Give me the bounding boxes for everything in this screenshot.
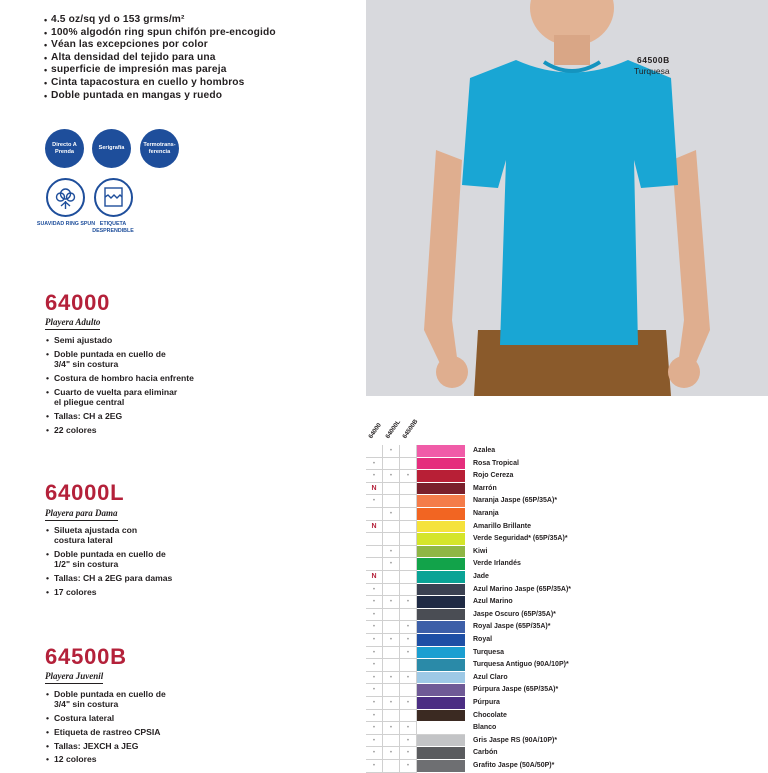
bullet: • Costura de hombro hacia enfrente — [46, 373, 246, 383]
availability-cell: • — [366, 747, 383, 760]
direct-to-garment-badge: Directo A Prenda — [45, 129, 84, 168]
color-name: Marrón — [473, 484, 497, 492]
availability-cell — [383, 584, 400, 597]
chart-column-header: 64000L — [384, 418, 403, 440]
model-style-code: 64500B — [637, 55, 670, 65]
bullet: • Costura lateral — [46, 713, 246, 723]
availability-cell: • — [366, 659, 383, 672]
model-photo — [366, 0, 768, 396]
color-name: Naranja — [473, 510, 499, 517]
availability-cell: • — [366, 584, 383, 597]
color-row — [366, 710, 768, 723]
model-color-name: Turquesa — [634, 66, 670, 76]
availability-cell — [383, 621, 400, 634]
bullet: • Silueta ajustada con costura lateral — [46, 525, 154, 546]
screen-print-badge: Serigrafía — [92, 129, 131, 168]
product-code: 64500B — [45, 644, 127, 669]
color-row — [366, 495, 768, 508]
color-swatch — [417, 647, 465, 660]
color-swatch — [417, 533, 465, 546]
availability-cell: • — [366, 684, 383, 697]
color-name: Azul Marino Jaspe (65P/35A)* — [473, 585, 572, 593]
availability-cell: • — [366, 647, 383, 660]
color-row — [366, 546, 768, 559]
color-row — [366, 470, 768, 483]
color-swatch — [417, 634, 465, 647]
color-swatch — [417, 508, 465, 521]
bullet: • 12 colores — [46, 754, 246, 764]
availability-cell — [400, 533, 417, 546]
availability-cell — [383, 609, 400, 622]
availability-cell: • — [383, 747, 400, 760]
bullet: • Etiqueta de rastreo CPSIA — [46, 727, 246, 737]
bullet: • Doble puntada en cuello de 3/4" sin costura — [46, 689, 169, 710]
availability-cell: • — [400, 647, 417, 660]
availability-cell: • — [366, 596, 383, 609]
availability-cell — [383, 647, 400, 660]
color-row — [366, 697, 768, 710]
availability-cell: • — [400, 621, 417, 634]
color-row — [366, 458, 768, 471]
color-row — [366, 558, 768, 571]
availability-cell — [383, 684, 400, 697]
availability-cell — [400, 584, 417, 597]
product-code: 64000L — [45, 480, 125, 505]
availability-cell: • — [383, 697, 400, 710]
availability-cell: • — [383, 722, 400, 735]
color-swatch — [417, 521, 465, 534]
availability-cell: • — [366, 697, 383, 710]
availability-cell — [383, 735, 400, 748]
availability-cell: • — [366, 760, 383, 773]
availability-cell: • — [383, 634, 400, 647]
color-name: Royal — [473, 636, 493, 643]
feature-item: • Cinta tapacostura en cuello y hombros — [44, 77, 344, 90]
availability-cell: • — [366, 634, 383, 647]
color-swatch — [417, 546, 465, 559]
chart-column-header: 64500B — [401, 418, 420, 440]
availability-cell: • — [366, 621, 383, 634]
color-name: Naranja Jaspe (65P/35A)* — [473, 497, 558, 505]
availability-cell — [366, 508, 383, 521]
color-swatch — [417, 672, 465, 685]
color-row — [366, 483, 768, 496]
availability-cell: • — [400, 722, 417, 735]
color-swatch — [417, 558, 465, 571]
availability-cell: • — [366, 470, 383, 483]
color-row — [366, 634, 768, 647]
availability-cell: • — [383, 558, 400, 571]
color-swatch — [417, 445, 465, 458]
availability-cell: • — [400, 672, 417, 685]
boy-in-tshirt-illustration — [366, 0, 768, 396]
bullet: • Doble puntada en cuello de 1/2" sin costura — [46, 549, 169, 570]
color-row — [366, 722, 768, 735]
color-row — [366, 584, 768, 597]
tear-away-label-caption: ETIQUETA DESPRENDIBLE — [92, 221, 134, 234]
color-swatch — [417, 659, 465, 672]
color-row — [366, 672, 768, 685]
color-row — [366, 533, 768, 546]
bullet: • Semi ajustado — [46, 335, 246, 345]
color-row — [366, 445, 768, 458]
color-name: Amarillo Brillante — [473, 522, 531, 530]
color-swatch — [417, 596, 465, 609]
product-name: Playera para Dama — [45, 508, 118, 521]
heat-transfer-badge: Termotrans-ferencia — [140, 129, 179, 168]
color-name: Azul Claro — [473, 673, 508, 681]
color-swatch — [417, 470, 465, 483]
color-name: Turquesa — [473, 648, 504, 656]
bullet: • Tallas: CH a 2EG — [46, 411, 246, 421]
availability-cell: • — [400, 760, 417, 773]
availability-cell: • — [366, 609, 383, 622]
color-name: Rojo Cereza — [473, 472, 514, 480]
availability-cell — [400, 508, 417, 521]
color-swatch — [417, 571, 465, 584]
product-bullets — [46, 689, 246, 768]
color-name: Jade — [473, 573, 489, 580]
bullet: • Cuarto de vuelta para eliminar el pliegue central — [46, 387, 184, 408]
feature-item-continued: • superficie de impresión mas pareja — [44, 64, 344, 77]
availability-cell: • — [400, 735, 417, 748]
product-bullets — [46, 335, 246, 438]
availability-cell — [366, 533, 383, 546]
availability-cell: • — [383, 596, 400, 609]
color-swatch — [417, 609, 465, 622]
availability-cell — [366, 558, 383, 571]
color-row — [366, 621, 768, 634]
color-row — [366, 659, 768, 672]
color-swatch — [417, 483, 465, 496]
availability-cell: • — [400, 470, 417, 483]
availability-cell — [400, 710, 417, 723]
color-name: Azul Marino — [473, 598, 513, 606]
color-name: Jaspe Oscuro (65P/35A)* — [473, 610, 556, 618]
availability-cell — [400, 483, 417, 496]
availability-cell — [400, 684, 417, 697]
availability-cell: • — [383, 546, 400, 559]
color-swatch — [417, 760, 465, 773]
product-code: 64000 — [45, 290, 111, 315]
product-bullets — [46, 525, 246, 601]
color-swatch — [417, 495, 465, 508]
cotton-icon — [46, 178, 85, 217]
availability-cell: • — [366, 672, 383, 685]
availability-cell: • — [400, 747, 417, 760]
tear-away-label-icon — [94, 178, 133, 217]
color-name: Rosa Tropical — [473, 459, 519, 467]
availability-cell — [383, 760, 400, 773]
color-name: Grafito Jaspe (50A/50P)* — [473, 762, 555, 769]
color-row — [366, 735, 768, 748]
availability-cell: • — [383, 672, 400, 685]
color-name: Carbón — [473, 749, 498, 757]
color-name: Púrpura Jaspe (65P/35A)* — [473, 686, 559, 694]
color-swatch — [417, 684, 465, 697]
color-swatch — [417, 735, 465, 748]
color-name: Royal Jaspe (65P/35A)* — [473, 623, 551, 631]
chart-column-header: 64000 — [367, 421, 383, 440]
availability-cell: • — [400, 697, 417, 710]
color-swatch — [417, 722, 465, 735]
availability-cell: N — [366, 483, 383, 496]
feature-item: • 100% algodón ring spun chifón pre-encogido — [44, 27, 344, 40]
color-name: Kiwi — [473, 547, 488, 555]
color-name: Azalea — [473, 447, 496, 454]
color-row — [366, 508, 768, 521]
availability-cell: N — [366, 571, 383, 584]
availability-cell — [383, 483, 400, 496]
availability-cell — [400, 495, 417, 508]
color-row — [366, 684, 768, 697]
product-name: Playera Adulto — [45, 317, 100, 330]
availability-cell: • — [366, 495, 383, 508]
color-row — [366, 760, 768, 773]
color-name: Verde Irlandés — [473, 560, 521, 568]
availability-cell — [383, 533, 400, 546]
color-row — [366, 521, 768, 534]
availability-cell — [383, 521, 400, 534]
availability-cell — [400, 558, 417, 571]
availability-cell: • — [383, 470, 400, 483]
availability-cell — [400, 609, 417, 622]
availability-cell — [383, 659, 400, 672]
bullet: • 22 colores — [46, 425, 246, 435]
color-name: Turquesa Antiguo (90A/10P)* — [473, 661, 569, 669]
color-swatch — [417, 458, 465, 471]
color-swatch — [417, 697, 465, 710]
availability-cell — [400, 659, 417, 672]
color-swatch — [417, 621, 465, 634]
bullet: • Doble puntada en cuello de 3/4" sin costura — [46, 349, 169, 370]
availability-cell — [383, 571, 400, 584]
feature-list — [44, 14, 344, 102]
bullet: • 17 colores — [46, 587, 246, 597]
color-row — [366, 609, 768, 622]
availability-cell: • — [400, 596, 417, 609]
color-swatch — [417, 747, 465, 760]
feature-item: • Alta densidad del tejido para una — [44, 52, 344, 65]
color-name: Blanco — [473, 724, 497, 732]
availability-cell — [383, 710, 400, 723]
product-name: Playera Juvenil — [45, 671, 103, 684]
availability-cell — [400, 445, 417, 458]
availability-cell: • — [366, 458, 383, 471]
color-name: Púrpura — [473, 699, 500, 706]
availability-cell: • — [366, 722, 383, 735]
availability-cell — [383, 495, 400, 508]
availability-cell: • — [383, 508, 400, 521]
color-row — [366, 571, 768, 584]
availability-cell: N — [366, 521, 383, 534]
color-name: Gris Jaspe RS (90A/10P)* — [473, 736, 558, 744]
color-name: Verde Seguridad* (65P/35A)* — [473, 535, 568, 543]
availability-cell: • — [366, 710, 383, 723]
availability-cell: • — [383, 445, 400, 458]
availability-cell — [400, 458, 417, 471]
availability-cell: • — [366, 735, 383, 748]
feature-item: • Véan las excepciones por color — [44, 39, 344, 52]
availability-cell — [366, 546, 383, 559]
availability-cell — [400, 546, 417, 559]
feature-item: • Doble puntada en mangas y ruedo — [44, 90, 344, 103]
feature-item: • 4.5 oz/sq yd o 153 grms/m² — [44, 14, 344, 27]
soft-ring-spun-caption: SUAVIDAD RING SPUN — [36, 221, 96, 227]
availability-cell — [400, 521, 417, 534]
color-swatch — [417, 710, 465, 723]
color-row — [366, 747, 768, 760]
bullet: • Tallas: JEXCH a JEG — [46, 741, 246, 751]
color-swatch — [417, 584, 465, 597]
bullet: • Tallas: CH a 2EG para damas — [46, 573, 246, 583]
availability-cell — [366, 445, 383, 458]
availability-cell — [400, 571, 417, 584]
color-row — [366, 596, 768, 609]
color-name: Chocolate — [473, 711, 507, 719]
availability-cell — [383, 458, 400, 471]
color-row — [366, 647, 768, 660]
availability-cell: • — [400, 634, 417, 647]
